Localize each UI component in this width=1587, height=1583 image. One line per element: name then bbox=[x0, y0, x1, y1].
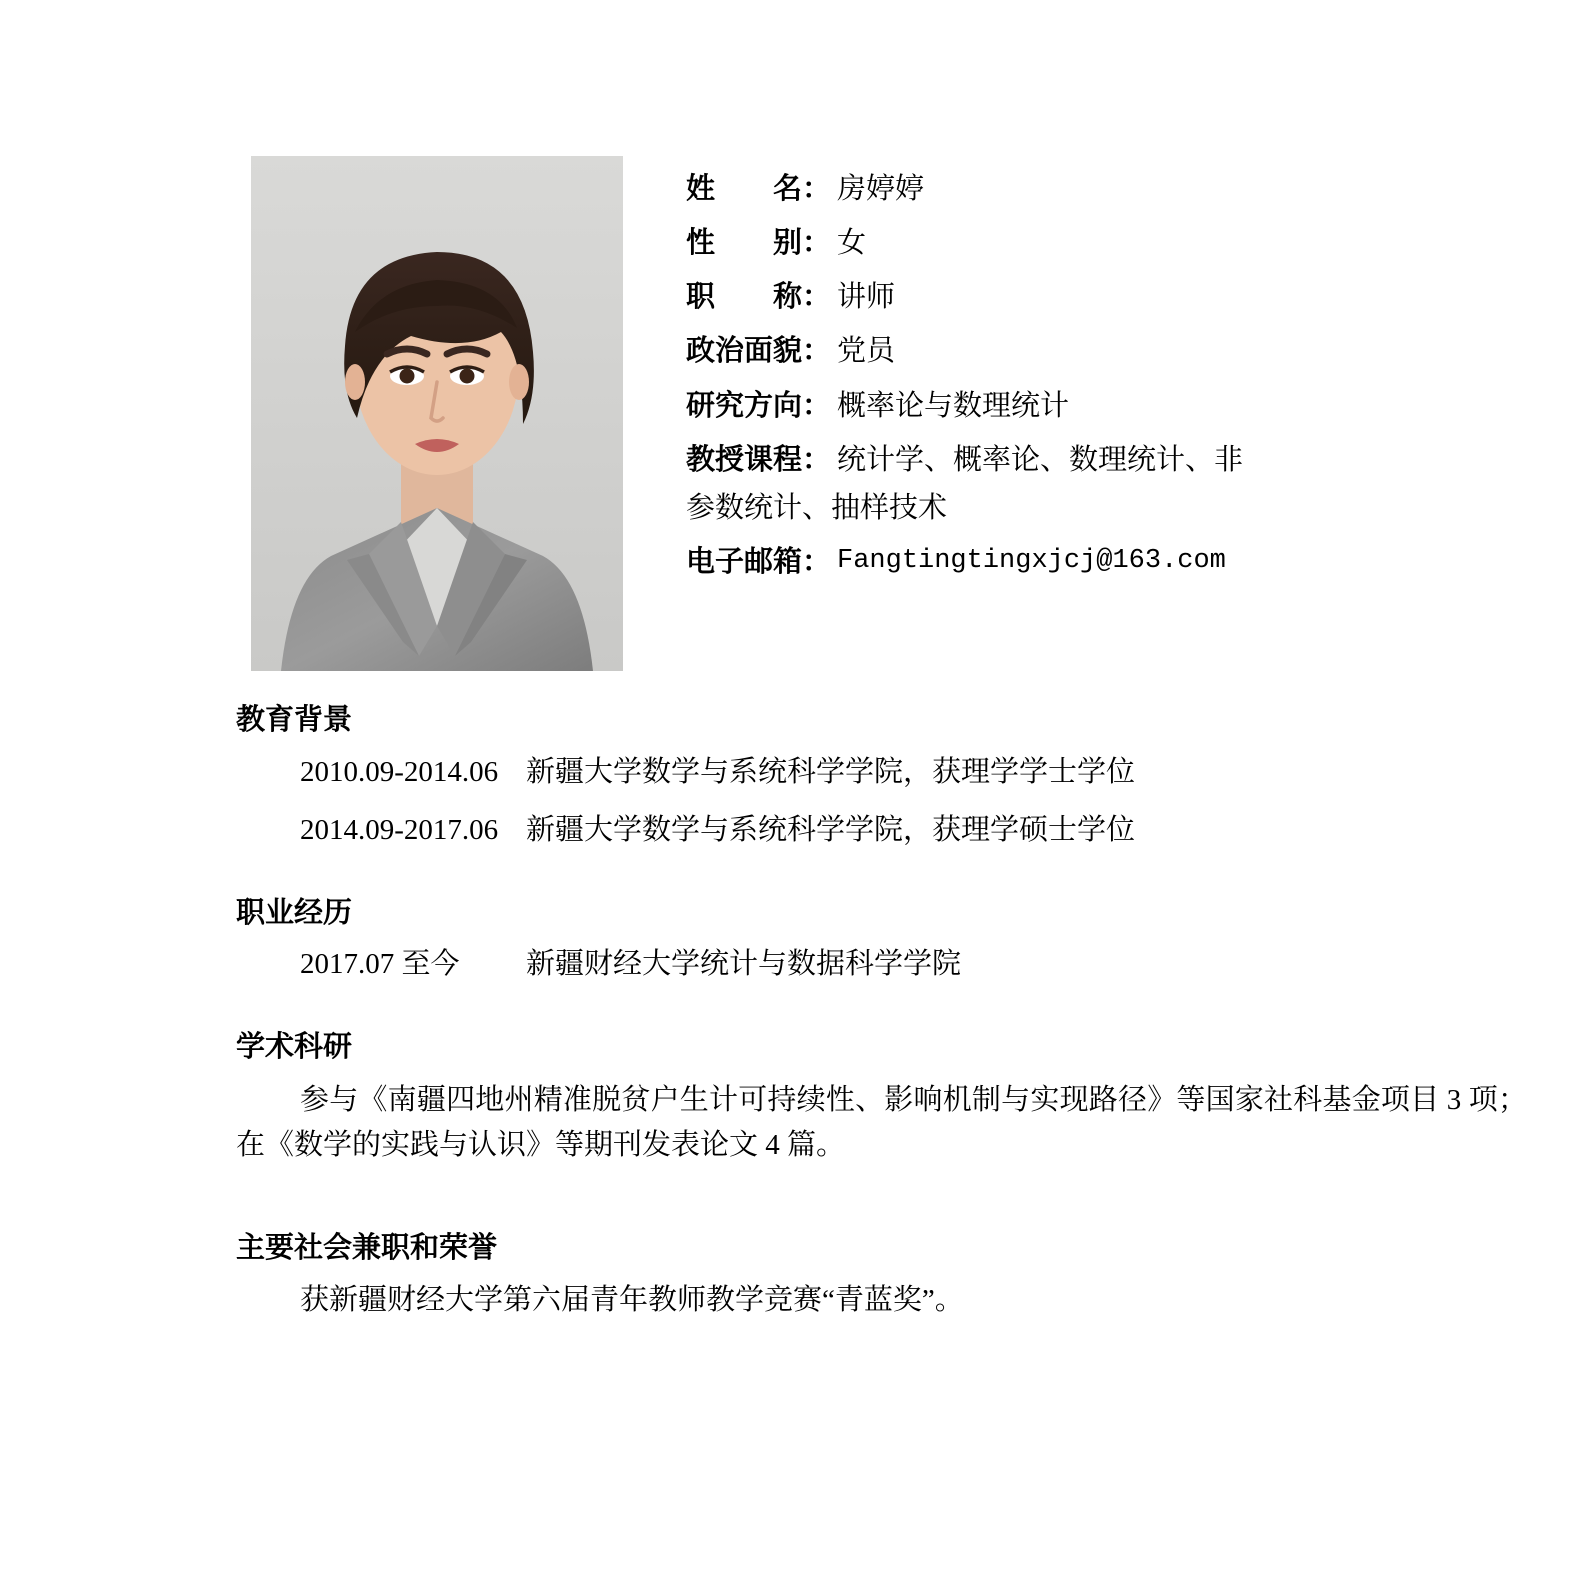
section-spacer bbox=[0, 1176, 1587, 1228]
section-career bbox=[0, 893, 1587, 986]
info-row-gender bbox=[686, 224, 1546, 263]
entry-text: 新疆大学数学与系统科学学院，获理学学士学位 bbox=[526, 755, 1136, 788]
profile-header bbox=[0, 150, 1587, 680]
research-paragraph: 参与《南疆四地州精准脱贫户生计可持续性、影响机制与实现路径》等国家社科基金项目 3 项；在《数学的实践与认识》等期刊发表论文 4 篇。 bbox=[236, 1083, 1527, 1161]
info-label: 研究方向： bbox=[686, 389, 832, 422]
info-row-research-field bbox=[686, 387, 1546, 426]
info-value: 讲师 bbox=[837, 281, 896, 314]
info-row-email bbox=[686, 543, 1546, 582]
info-value: 统计学、概率论、数理统计、非 bbox=[837, 443, 1244, 476]
section-spacer bbox=[0, 867, 1587, 893]
document-sections bbox=[0, 700, 1587, 1331]
info-label: 电子邮箱： bbox=[686, 545, 832, 578]
section-title: 教育背景 bbox=[236, 704, 353, 736]
section-honors bbox=[0, 1228, 1587, 1324]
info-row-name bbox=[686, 170, 1546, 209]
email-value: Fangtingtingxjcj@163.com bbox=[837, 545, 1226, 576]
entry-date: 2010.09-2014.06 bbox=[300, 755, 499, 788]
info-label: 政治面貌： bbox=[686, 335, 832, 368]
career-entry bbox=[236, 943, 1587, 985]
info-label: 教授课程： bbox=[686, 443, 832, 476]
entry-date: 2017.07 至今 bbox=[300, 948, 460, 981]
section-education bbox=[0, 700, 1587, 851]
info-label: 性 别： bbox=[686, 227, 832, 260]
section-title: 职业经历 bbox=[236, 896, 353, 929]
entry-text: 新疆大学数学与系统科学学院，获理学硕士学位 bbox=[526, 813, 1136, 846]
courses-continuation: 参数统计、抽样技术 bbox=[686, 491, 948, 524]
info-row-title bbox=[686, 278, 1546, 317]
education-entry bbox=[236, 809, 1587, 851]
info-value: 党员 bbox=[837, 335, 896, 368]
section-spacer bbox=[0, 1001, 1587, 1027]
section-research bbox=[0, 1027, 1587, 1167]
section-title: 主要社会兼职和荣誉 bbox=[236, 1231, 498, 1264]
personal-info-list bbox=[686, 170, 1546, 597]
info-row-political-status bbox=[686, 332, 1546, 371]
info-value: 女 bbox=[837, 227, 867, 260]
info-value: 概率论与数理统计 bbox=[837, 389, 1070, 422]
education-entry bbox=[236, 751, 1587, 793]
portrait-photo bbox=[251, 156, 623, 671]
info-row-courses bbox=[686, 441, 1546, 480]
entry-date: 2014.09-2017.06 bbox=[300, 813, 499, 846]
info-value: 房婷婷 bbox=[837, 173, 925, 205]
info-label: 职 称： bbox=[686, 281, 832, 314]
info-label: 姓 名： bbox=[686, 173, 832, 205]
honors-paragraph: 获新疆财经大学第六届青年教师教学竞赛“青蓝奖”。 bbox=[300, 1284, 964, 1317]
section-title: 学术科研 bbox=[236, 1031, 353, 1064]
entry-text: 新疆财经大学统计与数据科学学院 bbox=[526, 948, 962, 981]
